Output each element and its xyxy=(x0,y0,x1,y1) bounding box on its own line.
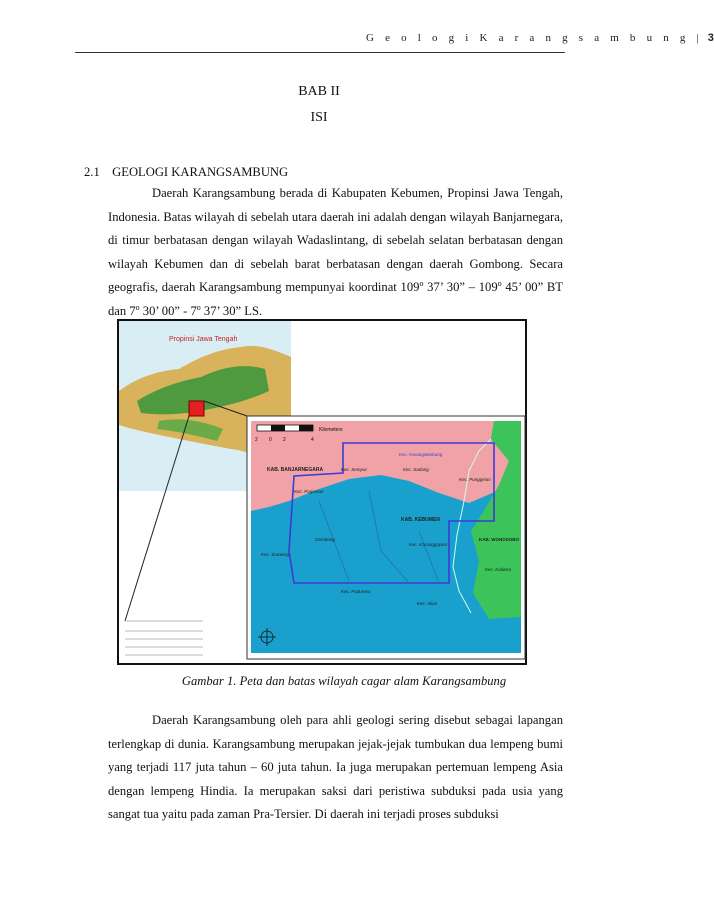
legend-panel xyxy=(125,621,203,655)
degree-mark: o xyxy=(135,302,140,312)
paragraph-location-text: Daerah Karangsambung berada di Kabupaten Kebumen, Propinsi Jawa Tengah, Indonesia. Batas wilayah di sebelah utara daerah ini adalah dengan wilayah Banjarnegara, di timur berbatasan dengan wilayah Wadaslintang, di sebelah selatan berbatasan dengan wilayah Kebumen dan di sebelah barat berbatasan dengan daerah Gombong. Secara geografis, daerah Karangsambung mempunyai koordinat 109 xyxy=(108,186,563,294)
running-header xyxy=(366,32,714,44)
degree-mark: o xyxy=(419,278,424,288)
label-kaliwiro: Kec. Kaliwiro xyxy=(485,567,512,572)
map-figure xyxy=(117,319,527,665)
running-title: G e o l o g i K a r a n g s a m b u n g xyxy=(366,32,690,44)
coord-part-4: 37’ 30” LS. xyxy=(200,303,263,318)
section-number: 2.1 xyxy=(84,165,100,179)
scale-label: 0 xyxy=(269,437,272,443)
scale-label: 4 xyxy=(311,437,314,443)
scale-unit: Kilometers xyxy=(319,427,343,433)
coord-part-2: 45’ 00” BT dan 7 xyxy=(108,280,563,318)
paragraph-location xyxy=(108,182,563,323)
chapter-subtitle: ISI xyxy=(310,110,328,125)
page-number: 3 xyxy=(707,32,714,44)
paragraph-geology-text: Daerah Karangsambung oleh para ahli geologi sering disebut sebagai lapangan terlengkap di dunia. Karangsambung merupakan jejak-jejak tumbukan dua lempeng bumi yang terjadi 117 juta tahun – 60 juta tahun. Ia juga merupakan pertemuan lempeng Asia dengan lempeng Hindia. Ia merupakan saksi dari peristiwa subduksi pada usia yang sangat tua yaitu pada zaman Pra-Tersier. Di daerah ini terjadi proses subduksi xyxy=(108,713,563,821)
label-wonosobo: KAB. WONOSOBO xyxy=(479,537,519,542)
degree-mark: o xyxy=(497,278,502,288)
map-svg xyxy=(119,321,525,663)
paragraph-geology xyxy=(108,709,563,827)
scale-label: 2 xyxy=(283,437,286,443)
label-punggelan: Kec. Punggelan xyxy=(459,477,491,482)
inset-title: Propinsi Jawa Tengah xyxy=(169,336,238,343)
label-karanggayam: Kec. Karanggayam xyxy=(409,542,448,547)
figure-caption: Gambar 1. Peta dan batas wilayah cagar alam Karangsambung xyxy=(181,674,507,688)
degree-mark: o xyxy=(196,302,201,312)
coord-part-3: 30’ 00” - 7 xyxy=(139,303,197,318)
label-karangsambung: Kec. Karangsambung xyxy=(399,452,443,457)
label-alian: Kec. Alian xyxy=(417,601,438,606)
study-area-marker xyxy=(189,401,204,416)
label-padureso: Kec. Padureso xyxy=(341,589,371,594)
section-heading xyxy=(84,165,288,180)
label-gombong: Gombong xyxy=(315,537,335,542)
label-sempor: Kec. Sempor xyxy=(341,467,368,472)
header-separator: | xyxy=(696,32,699,44)
label-sruweng: Kec. Sruweng xyxy=(261,552,290,557)
header-rule xyxy=(75,52,565,53)
detail-map xyxy=(247,416,525,659)
chapter-title: BAB II xyxy=(298,84,340,99)
label-sadang: Kec. Sadang xyxy=(403,467,429,472)
coord-part-1: 37’ 30” – 109 xyxy=(423,280,498,294)
label-pagentan: Kec. Pagentan xyxy=(294,489,324,494)
label-banjarnegara: KAB. BANJARNEGARA xyxy=(267,467,324,473)
section-title: GEOLOGI KARANGSAMBUNG xyxy=(112,165,289,179)
label-kebumen: KAB. KEBUMEN xyxy=(401,517,440,523)
scale-label: 2 xyxy=(255,437,258,443)
